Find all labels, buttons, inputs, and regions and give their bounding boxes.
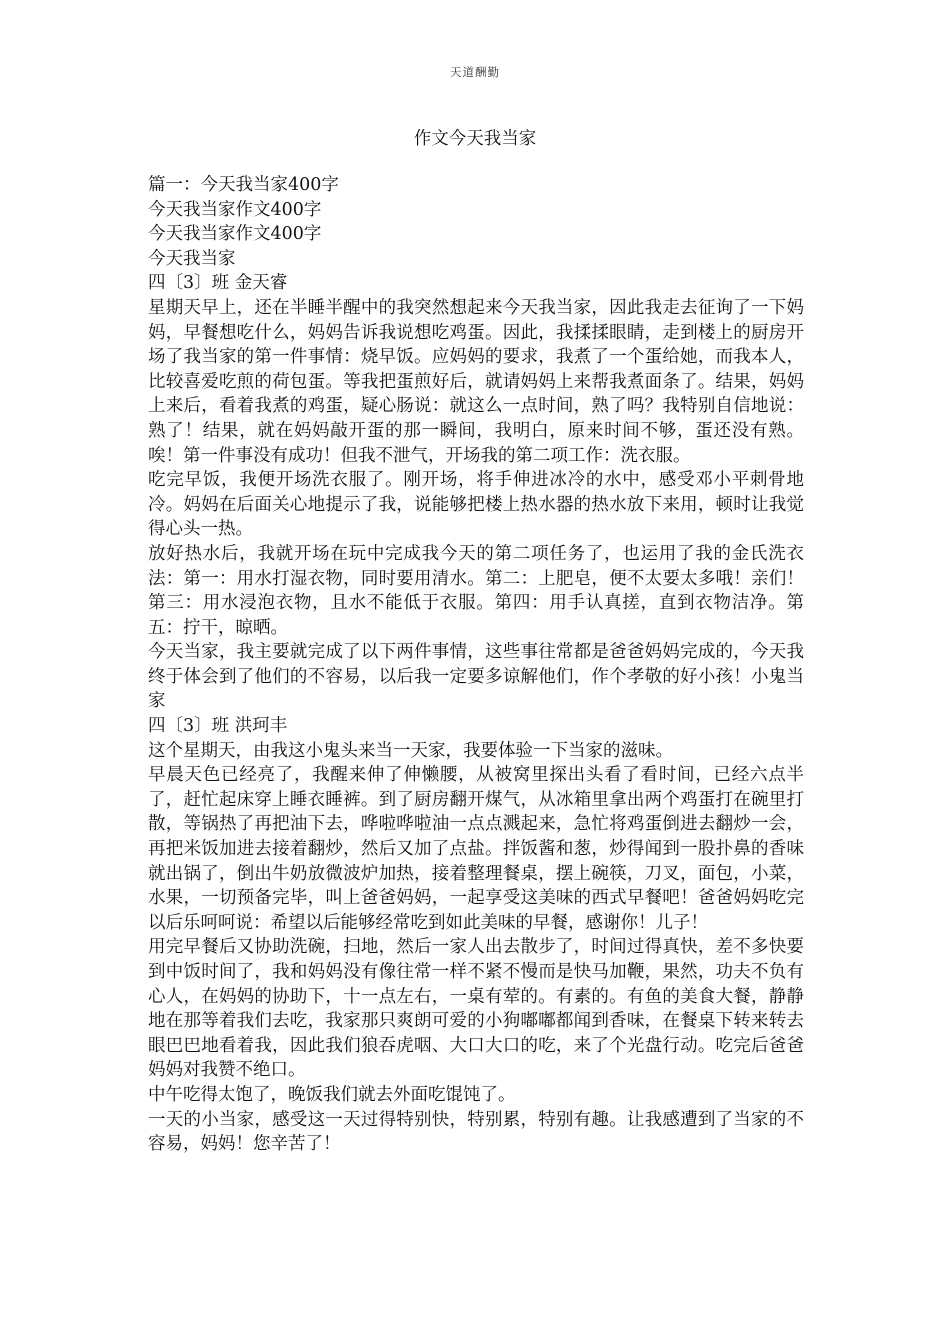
paragraph: 放好热水后，我就开场在玩中完成我今天的第二项任务了，也运用了我的金氏洗衣法：第一：用水打湿衣物，同时要用清水。第二：上肥皂，便不太要太多哦！亲们！第三：用水浸泡衣物，且水不能低于衣服。第四：用手认真搓，直到衣物洁净。第五：拧干，晾晒。 [148, 543, 804, 638]
paragraph: 用完早餐后又协助洗碗，扫地，然后一家人出去散步了，时间过得真快，差不多快要到中饭时间了，我和妈妈没有像往常一样不紧不慢而是快马加鞭，果然，功夫不负有心人，在妈妈的协助下，十一点左右，一桌有荤的。有素的。有鱼的美食大餐，静静地在那等着我们去吃，我家那只爽朗可爱的小狗嘟嘟都闻到香味，在餐桌下转来转去眼巴巴地看着我，因此我们狼吞虎咽、大口大口的吃，来了个光盘行动。吃完后爸爸妈妈对我赞不绝口。 [148, 937, 804, 1081]
page-header: 天道酬勤 [450, 65, 500, 79]
document-title: 作文今天我当家 [413, 129, 537, 149]
paragraph: 吃完早饭，我便开场洗衣服了。刚开场，将手伸进冰冷的水中，感受邓小平刺骨地冷。妈妈在后面关心地提示了我，说能够把楼上热水器的热水放下来用，顿时让我觉得心头一热。 [148, 470, 804, 540]
paragraph: 这个星期天，由我这小鬼头来当一天家，我要体验一下当家的滋味。 [148, 740, 673, 761]
paragraph: 星期天早上，还在半睡半醒中的我突然想起来今天我当家，因此我走去征询了一下妈妈，早餐想吃什么，妈妈告诉我说想吃鸡蛋。因此，我揉揉眼睛，走到楼上的厨房开场了我当家的第一件事情：烧早饭。应妈妈的要求，我煮了一个蛋给她，而我本人，比较喜爱吃煎的荷包蛋。等我把蛋煎好后，就请妈妈上来帮我煮面条了。结果，妈妈上来后，看着我煮的鸡蛋，疑心肠说：就这么一点时间，熟了吗？我特别自信地说：熟了！结果，就在妈妈敲开蛋的那一瞬间，我明白，原来时间不够，蛋还没有熟。唉！第一件事没有成功！但我不泄气，开场我的第二项工作：洗衣服。 [148, 297, 804, 466]
paragraph: 今天当家，我主要就完成了以下两件事情，这些事往常都是爸爸妈妈完成的，今天我终于体会到了他们的不容易，以后我一定要多谅解他们，作个孝敬的好小孩！小鬼当家 [148, 642, 804, 712]
document-body [148, 173, 804, 1157]
paragraph: 今天我当家作文400字 [148, 224, 322, 245]
paragraph: 篇一：今天我当家400字 [148, 175, 339, 195]
paragraph: 中午吃得太饱了，晚饭我们就去外面吃馄饨了。 [148, 1084, 516, 1105]
paragraph: 早晨天色已经亮了，我醒来伸了伸懒腰，从被窝里探出头看了看时间，已经六点半了，赶忙起床穿上睡衣睡裤。到了厨房翻开煤气，从冰箱里拿出两个鸡蛋打在碗里打散，等锅热了再把油下去，哗啦哗啦油一点点溅起来，急忙将鸡蛋倒进去翻炒一会，再把米饭加进去接着翻炒，然后又加了点盐。拌饭酱和葱，炒得闻到一股扑鼻的香味就出锅了，倒出牛奶放微波炉加热，接着整理餐桌，摆上碗筷，刀叉，面包，小菜，水果，一切预备完毕，叫上爸爸妈妈，一起享受这美味的西式早餐吧！爸爸妈妈吃完以后乐呵呵说：希望以后能够经常吃到如此美味的早餐，感谢你！儿子！ [148, 765, 804, 933]
paragraph: 今天我当家 [148, 248, 236, 269]
paragraph: 一天的小当家，感受这一天过得特别快，特别累，特别有趣。让我感遭到了当家的不容易，妈妈！您辛苦了！ [148, 1109, 804, 1155]
paragraph: 四〔3〕班 洪珂丰 [148, 716, 288, 737]
paragraph: 今天我当家作文400字 [148, 199, 322, 220]
paragraph: 四〔3〕班 金天睿 [148, 273, 288, 294]
